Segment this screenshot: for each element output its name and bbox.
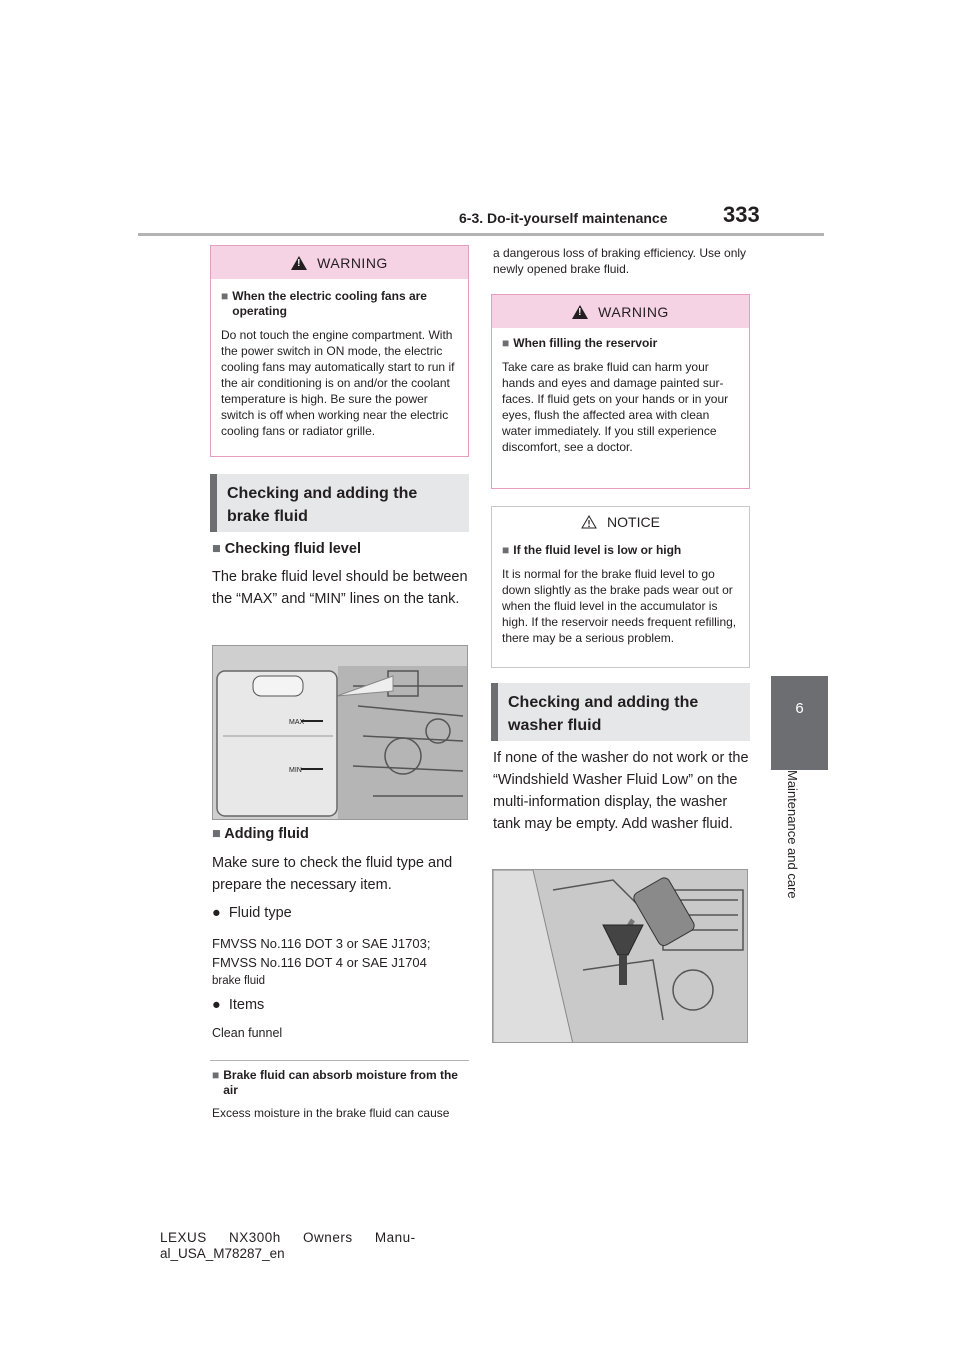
items-text: Clean funnel bbox=[212, 1026, 283, 1040]
notice-box-fluid-level bbox=[491, 506, 750, 668]
square-bullet-icon: ■ bbox=[212, 1068, 220, 1082]
warning-header bbox=[492, 295, 749, 328]
figure-washer-fluid-filling bbox=[492, 869, 748, 1043]
square-bullet-icon: ■ bbox=[212, 826, 221, 842]
warning-box-cooling-fans bbox=[210, 245, 469, 457]
round-bullet-icon: ● bbox=[212, 997, 221, 1013]
note-moisture-text: Excess moisture in the brake fluid can cause bbox=[212, 1106, 450, 1120]
bullet-items: ● Items bbox=[212, 997, 265, 1013]
warning-title: WARNING bbox=[598, 303, 669, 320]
paragraph-washer-fluid: If none of the washer do not work or the “Windshield Washer Fluid Low” on the multi-information display, the washer tank may be empty. Add washer fluid. bbox=[493, 750, 749, 832]
divider-rule bbox=[210, 1060, 469, 1061]
square-bullet-icon: ■ bbox=[502, 543, 510, 557]
square-bullet-icon: ■ bbox=[502, 336, 510, 350]
chapter-tab-number: 6 bbox=[795, 700, 804, 717]
note-moisture-title: ■ Brake fluid can absorb moisture from the air bbox=[212, 1068, 458, 1097]
square-bullet-icon: ■ bbox=[221, 289, 229, 303]
notice-title: NOTICE bbox=[607, 514, 660, 530]
warning-header bbox=[211, 246, 468, 279]
paragraph-fluid-level: The brake fluid level should be between the “MAX” and “MIN” lines on the tank. bbox=[212, 569, 468, 607]
fluid-spec: FMVSS No.116 DOT 3 or SAE J1703; FMVSS No.116 DOT 4 or SAE J1704 brake fluid bbox=[212, 936, 431, 987]
engine-bay-illustration bbox=[213, 646, 468, 820]
header-section-title: 6-3. Do-it-yourself maintenance bbox=[459, 210, 668, 226]
notice-triangle-icon bbox=[581, 515, 597, 529]
warning-triangle-icon bbox=[291, 256, 307, 270]
warning-title: WARNING bbox=[317, 254, 388, 271]
header-rule bbox=[138, 233, 824, 236]
warning-triangle-icon bbox=[572, 305, 588, 319]
warning-body: Take care as brake fluid can harm your hands and eyes and damage painted sur-faces. If fluid gets on your hands or in your eyes, flush the affected area with clean water immediately. If you still experience discomfort, see a doctor. bbox=[502, 360, 729, 454]
max-line-label: MAX bbox=[289, 719, 305, 726]
square-bullet-icon: ■ bbox=[212, 541, 221, 557]
section-heading-brake-fluid: Checking and adding the brake fluid bbox=[210, 474, 469, 532]
notice-header bbox=[492, 507, 749, 537]
min-line-label: MIN bbox=[289, 767, 302, 774]
bullet-fluid-type: ● Fluid type bbox=[212, 905, 292, 921]
chapter-tab[interactable] bbox=[771, 676, 828, 770]
paragraph-adding-fluid: Make sure to check the fluid type and prepare the necessary item. bbox=[212, 855, 453, 893]
round-bullet-icon: ● bbox=[212, 905, 221, 921]
warning-body: Do not touch the engine compartment. With the power switch in ON mode, the electric cooling fans may automatically start to run if the air conditioning is on and/or the coolant temperature is high. Be sure the power switch is off when working near the electric cooling fans or radiator grille. bbox=[221, 328, 455, 438]
chapter-tab-label: Maintenance and care bbox=[785, 770, 800, 899]
warning-subhead: ■ When the electric cooling fans are operating bbox=[221, 289, 427, 318]
warning-subhead: ■ When filling the reservoir bbox=[502, 336, 658, 350]
notice-subhead: ■ If the fluid level is low or high bbox=[502, 543, 682, 557]
subheading-checking-fluid-level: ■ Checking fluid level bbox=[212, 541, 361, 557]
washer-filling-illustration bbox=[493, 870, 748, 1043]
section-heading-washer-fluid: Checking and adding the washer fluid bbox=[491, 683, 750, 741]
figure-brake-fluid-reservoir bbox=[212, 645, 468, 820]
notice-body: It is normal for the brake fluid level to go down slightly as the brake pads wear out or when the fluid level in the accumulator is high. If the reservoir needs frequent refilling, there may be a serious problem. bbox=[502, 567, 737, 645]
warning-box-reservoir bbox=[491, 294, 750, 489]
page-number: 333 bbox=[723, 202, 760, 227]
footer-manual-id: LEXUS NX300h Owners Manu- al_USA_M78287_en bbox=[160, 1230, 416, 1261]
subheading-adding-fluid: ■ Adding fluid bbox=[212, 826, 309, 842]
continued-text: a dangerous loss of braking efficiency. Use only newly opened brake fluid. bbox=[493, 246, 747, 276]
